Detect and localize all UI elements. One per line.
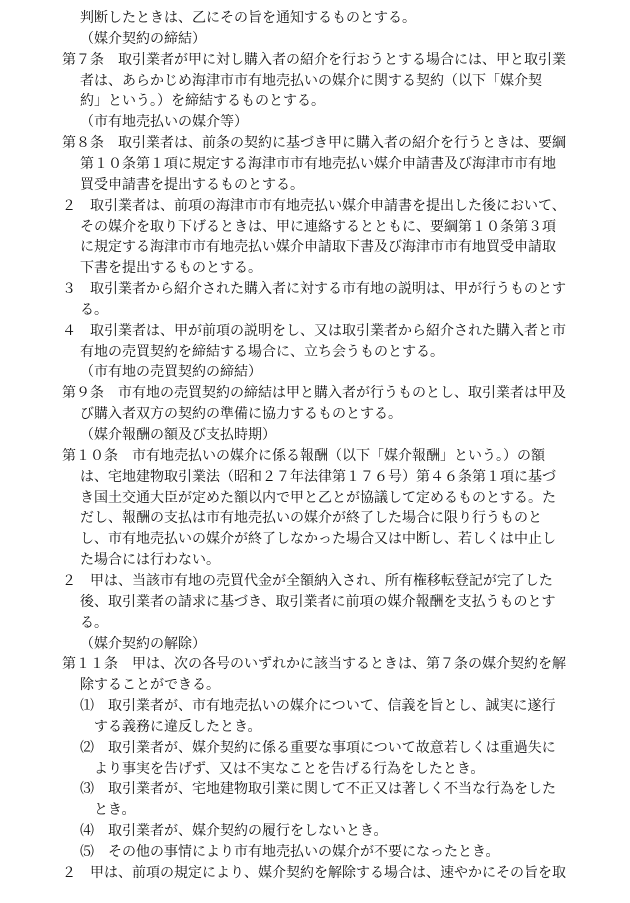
text-line: ２ 甲は、前項の規定により、媒介契約を解除する場合は、速やかにその旨を取 <box>62 864 566 881</box>
text-line: 買受申請書を提出するものとする。 <box>80 176 304 193</box>
text-line: する義務に違反したとき。 <box>94 718 262 735</box>
text-line: る。 <box>80 301 108 318</box>
text-line: 第１１条 甲は、次の各号のいずれかに該当するときは、第７条の媒介契約を解 <box>62 656 566 673</box>
text-line: 約」という。）を締結するものとする。 <box>80 93 325 110</box>
text-line: に規定する海津市市有地売払い媒介申請取下書及び海津市市有地買受申請取 <box>80 239 556 256</box>
text-line: （市有地売払いの媒介等） <box>80 114 248 131</box>
text-line: ４ 取引業者は、甲が前項の説明をし、又は取引業者から紹介された購入者と市 <box>62 322 566 339</box>
text-line: （媒介報酬の額及び支払時期） <box>80 427 276 443</box>
text-line: 第７条 取引業者が甲に対し購入者の紹介を行おうとする場合には、甲と取引業 <box>62 51 566 68</box>
text-line: き国土交通大臣が定めた額以内で甲と乙とが協議して定めるものとする。た <box>80 489 556 506</box>
text-line: び購入者双方の契約の準備に協力するものとする。 <box>80 406 402 423</box>
text-line: ２ 取引業者は、前項の海津市市有地売払い媒介申請書を提出した後において、 <box>62 197 566 214</box>
text-line: より事実を告げず、又は不実なことを告げる行為をしたとき。 <box>94 760 485 777</box>
text-line: る。 <box>80 614 108 631</box>
text-line: 者は、あらかじめ海津市市有地売払いの媒介に関する契約（以下「媒介契 <box>80 72 542 89</box>
text-line: とき。 <box>94 802 136 819</box>
text-line: は、宅地建物取引業法（昭和２７年法律第１７６号）第４６条第１項に基づ <box>80 468 556 485</box>
text-line: し、市有地売払いの媒介が終了しなかった場合又は中断し、若しくは中止し <box>80 531 556 548</box>
text-line: 除することができる。 <box>80 677 220 694</box>
text-line: ⑵ 取引業者が、媒介契約に係る重要な事項について故意若しくは重過失に <box>80 739 556 756</box>
text-line: ⑶ 取引業者が、宅地建物取引業に関して不正又は著しく不当な行為をした <box>80 781 556 798</box>
text-line: 判断したときは、乙にその旨を通知するものとする。 <box>80 10 416 26</box>
text-line: ⑷ 取引業者が、媒介契約の履行をしないとき。 <box>80 823 388 840</box>
text-line: ３ 取引業者から紹介された購入者に対する市有地の説明は、甲が行うものとす <box>62 281 566 298</box>
text-line: 第９条 市有地の売買契約の締結は甲と購入者が行うものとし、取引業者は甲及 <box>62 385 566 402</box>
text-line: だし、報酬の支払は市有地売払いの媒介が終了した場合に限り行うものと <box>80 510 542 527</box>
text-line: （市有地の売買契約の締結） <box>80 364 262 381</box>
text-line: 第１０条第１項に規定する海津市市有地売払い媒介申請書及び海津市市有地 <box>80 155 556 172</box>
text-line: その媒介を取り下げるときは、甲に連絡するとともに、要綱第１０条第３項 <box>80 218 556 235</box>
text-line: 第１０条 市有地売払いの媒介に係る報酬（以下「媒介報酬」という。）の額 <box>62 447 545 464</box>
text-line: 下書を提出するものとする。 <box>80 260 262 277</box>
text-line: （媒介契約の解除） <box>80 635 206 652</box>
text-line: 後、取引業者の請求に基づき、取引業者に前項の媒介報酬を支払うものとす <box>80 593 556 610</box>
text-line: ２ 甲は、当該市有地の売買代金が全額納入され、所有権移転登記が完了した <box>62 572 553 589</box>
text-line: 第８条 取引業者は、前条の契約に基づき甲に購入者の紹介を行うときは、要綱 <box>62 135 566 152</box>
text-line: （媒介契約の締結） <box>80 30 206 47</box>
text-line: 有地の売買契約を締結する場合に、立ち会うものとする。 <box>80 343 444 360</box>
text-line: ⑸ その他の事情により市有地売払いの媒介が不要になったとき。 <box>80 844 500 860</box>
text-line: た場合には行わない。 <box>80 552 220 569</box>
text-line: ⑴ 取引業者が、市有地売払いの媒介について、信義を旨とし、誠実に遂行 <box>80 698 556 715</box>
